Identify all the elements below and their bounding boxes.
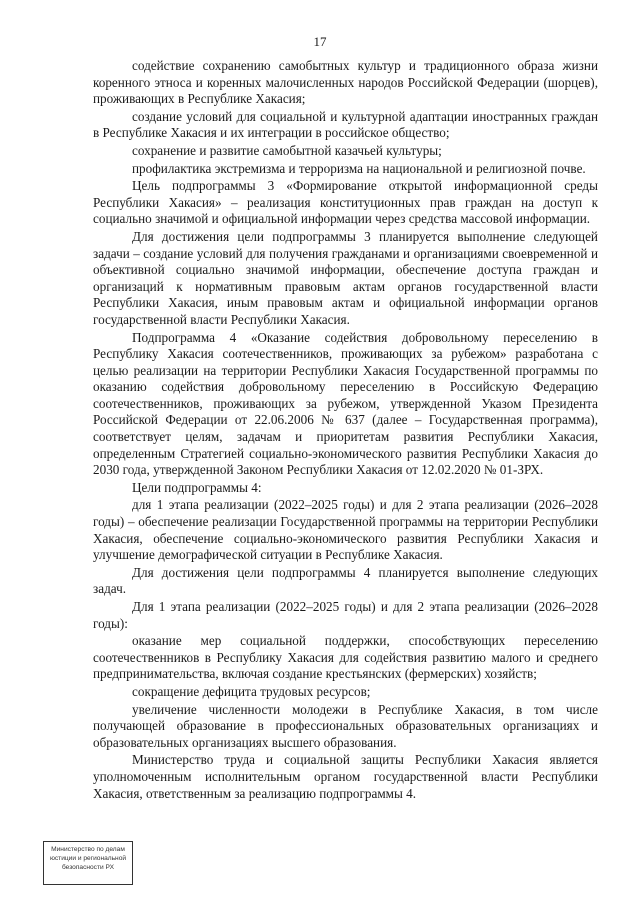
paragraph: сохранение и развитие самобытной казачьей культуры; (132, 142, 442, 158)
paragraph: Для достижения цели подпрограммы 4 планируется выполнение следующих задач. (93, 564, 598, 597)
document-body (93, 58, 598, 802)
stamp-line: юстиции и региональной (49, 855, 127, 862)
paragraph: создание условий для социальной и культурной адаптации иностранных граждан в Республике Хакасия и их интеграции в российское общество; (93, 108, 598, 141)
paragraph: Для достижения цели подпрограммы 3 планируется выполнение следующей задачи – создание условий для получения гражданами и организациями своевременной и объективной социально значимой информации, обеспечение доступа граждан и организаций к нормативным правовым актам органов государственной власти Республики Хакасия, иным правовым актам и официальной информации органов государственной власти Республики Хакасия. (93, 228, 598, 327)
paragraph: Для 1 этапа реализации (2022–2025 годы) и для 2 этапа реализации (2026–2028 годы): (93, 599, 598, 631)
ministry-stamp (43, 841, 133, 885)
paragraph: увеличение численности молодежи в Республике Хакасия, в том числе получающей образование в профессиональных образовательных организациях и образовательных организациях высшего образования. (93, 701, 598, 750)
page-number: 17 (313, 34, 327, 49)
paragraph: Цели подпрограммы 4: (132, 479, 262, 495)
paragraph: для 1 этапа реализации (2022–2025 годы) и для 2 этапа реализации (2026–2028 годы) – обеспечение реализации Государственной программы на территории Республики Хакасия, обеспечение социально-экономического развития Республики Хакасия и улучшение демографической ситуации в Республике Хакасия. (93, 497, 598, 563)
paragraph: Подпрограмма 4 «Оказание содействия добровольному переселению в Республику Хакасия соотечественников, проживающих за рубежом» разработана с целью реализации на территории Республики Хакасия Государственной программы по оказанию содействия добровольному переселению в Российскую Федерацию соотечественников, проживающих за рубежом, утвержденной Указом Президента Российской Федерации от 22.06.2006 № 637 (далее – Государственная программа), соответствует целям, задачам и приоритетам развития Республики Хакасия, определенным Стратегией социально-экономического развития Республики Хакасия до 2030 года, утвержденной Законом Республики Хакасия от 12.02.2020 № 01-ЗРХ. (93, 329, 598, 478)
paragraph: Министерство труда и социальной защиты Республики Хакасия является уполномоченным исполнительным органом государственной власти Республики Хакасия, ответственным за реализацию подпрограммы 4. (93, 752, 598, 801)
paragraph: Цель подпрограммы 3 «Формирование открытой информационной среды Республики Хакасия» – реализация конституционных прав граждан на доступ к социально значимой и официальной информации через средства массовой информации. (93, 178, 598, 227)
paragraph: профилактика экстремизма и терроризма на национальной и религиозной почве. (132, 160, 586, 176)
paragraph: содействие сохранению самобытных культур и традиционного образа жизни коренного этноса и коренных малочисленных народов Российской Федерации (шорцев), проживающих в Республике Хакасия; (93, 58, 598, 107)
stamp-line: безопасности РХ (61, 864, 114, 871)
paragraph: оказание мер социальной поддержки, способствующих переселению соотечественников в Республику Хакасия для содействия развитию малого и среднего предпринимательства, включая создание крестьянских (фермерских) хозяйств; (93, 633, 598, 682)
stamp-line: Министерство по делам (51, 846, 125, 853)
paragraph: сокращение дефицита трудовых ресурсов; (132, 683, 371, 699)
